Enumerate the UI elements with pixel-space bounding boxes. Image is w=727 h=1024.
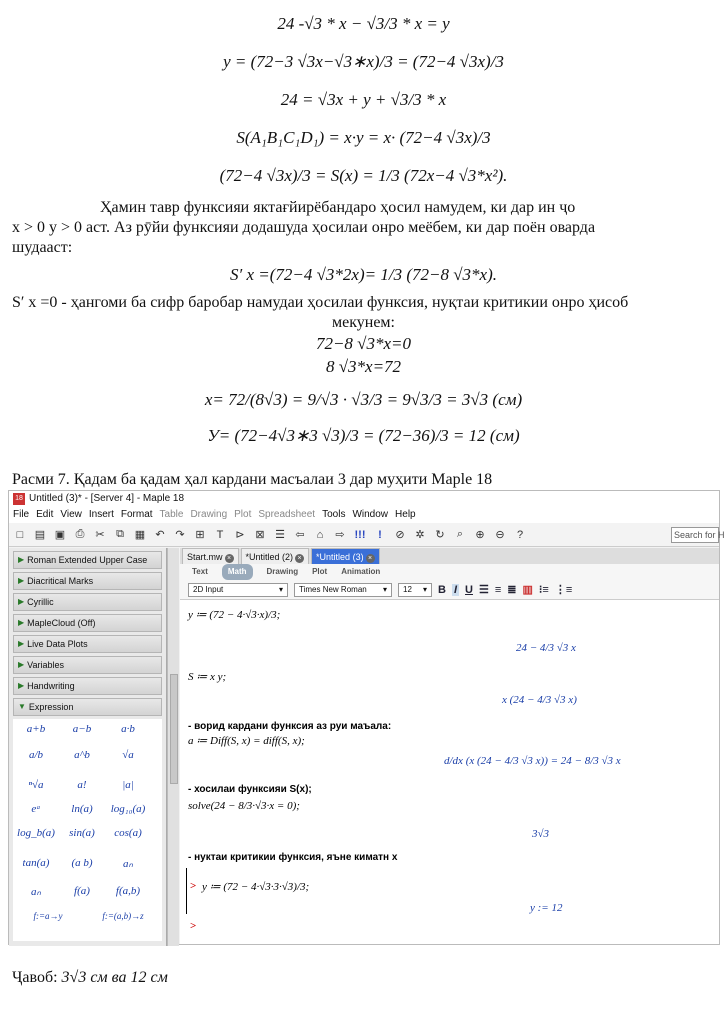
tab-label: Start.mw: [187, 552, 223, 562]
palette-diacritical[interactable]: [13, 572, 162, 590]
font-name-value: Times New Roman: [299, 584, 367, 594]
collapse-triangle-icon: ▼: [18, 702, 26, 711]
text-icon[interactable]: T: [216, 528, 224, 541]
palette-label: Expression: [28, 702, 74, 712]
answer-value: 3√3 см ва 12 см: [61, 969, 168, 986]
search-input[interactable]: Search for H: [671, 527, 719, 543]
expand-triangle-icon: ▶: [18, 639, 25, 648]
scrollbar-thumb[interactable]: [170, 674, 178, 784]
expr-binomial[interactable]: (a b): [71, 857, 93, 869]
debug-icon[interactable]: ✲: [415, 529, 425, 541]
execute-all-icon[interactable]: !!!: [354, 528, 366, 541]
equation-2: y = (72−3 √3x−√3∗x)/3 = (72−4 √3x)/3: [223, 52, 504, 71]
expr-nth-root[interactable]: ⁿ√a: [28, 779, 44, 791]
expr-abs[interactable]: |a|: [122, 779, 134, 791]
close-icon[interactable]: ×: [295, 554, 304, 563]
equation-6: S′ x =(72−4 √3*2x)= 1/3 (72−8 √3*x).: [229, 265, 498, 284]
expr-log10[interactable]: log₁₀(a): [110, 803, 146, 815]
menu-spreadsheet[interactable]: Spreadsheet: [258, 509, 316, 520]
menu-insert[interactable]: Insert: [88, 509, 114, 520]
numbered-list-icon[interactable]: ⋮≡: [554, 584, 573, 596]
execution-group-bracket: [186, 868, 187, 914]
output-1: 24 − 4/3 √3 x: [516, 642, 576, 654]
expr-tan[interactable]: tan(a): [22, 857, 50, 869]
paragraph-1-line-2: x > 0 y > 0 аст. Аз рӯйи функсияи додашуда ҳосилаи онро меёбем, ки дар поён оварда: [12, 219, 596, 236]
expr-subscript[interactable]: aₙ: [123, 858, 133, 870]
execute-icon[interactable]: !: [378, 528, 382, 541]
expr-ln[interactable]: ln(a): [71, 803, 93, 815]
menu-table[interactable]: Table: [159, 509, 184, 520]
zoom-in-icon[interactable]: ⊕: [475, 529, 485, 541]
tab-label: *Untitled (2): [245, 552, 294, 562]
document-tabs: [180, 548, 719, 564]
prompt-1: >: [190, 880, 197, 892]
output-3: d/dx (x (24 − 4/3 √3 x)) = 24 − 8/3 √3 x: [444, 755, 621, 767]
mode-math[interactable]: Math: [222, 564, 253, 580]
stop-icon[interactable]: ⊘: [395, 529, 405, 541]
chevron-down-icon: ▾: [382, 584, 387, 594]
new-document-icon[interactable]: □: [16, 528, 24, 541]
open-icon[interactable]: ▤: [34, 529, 46, 541]
help-icon[interactable]: ?: [516, 528, 524, 541]
expr-power[interactable]: a^b: [74, 749, 90, 761]
worksheet[interactable]: [180, 600, 719, 944]
expand-triangle-icon: ▶: [18, 681, 25, 690]
mode-plot[interactable]: Plot: [312, 567, 328, 576]
expr-exp[interactable]: eᵃ: [31, 803, 41, 815]
execution-group-icon[interactable]: ⊞: [195, 529, 205, 541]
input-line-4[interactable]: solve(24 − 8/3·√3·x = 0);: [188, 800, 300, 812]
maple-window: [8, 490, 725, 945]
input-mode-value: 2D Input: [193, 584, 224, 594]
palette-label: Roman Extended Upper Case: [27, 555, 148, 565]
bullet-list-icon[interactable]: ⁝≡: [538, 584, 549, 596]
paragraph-2-line-1: S′ x =0 - ҳангоми ба сифр баробар намудаи ҳосилаи функсия, нуқтаи критикии онро ҳисоб: [12, 294, 629, 311]
expr-sin[interactable]: sin(a): [69, 827, 95, 839]
palette-label: MapleCloud (Off): [27, 618, 96, 628]
cut-icon[interactable]: ✂: [95, 529, 105, 541]
tab-start[interactable]: [182, 548, 239, 564]
palette-label: Handwriting: [27, 681, 75, 691]
menu-bar: [9, 507, 719, 523]
equation-8: 8 √3*x=72: [325, 357, 402, 376]
print-icon[interactable]: ⎙: [75, 528, 85, 540]
back-icon[interactable]: ⇦: [295, 529, 305, 541]
palette-cyrillic[interactable]: [13, 593, 162, 611]
equation-10: У= (72−4√3∗3 √3)/3 = (72−36)/3 = 12 (см): [207, 426, 520, 445]
font-size-value: 12: [403, 584, 412, 594]
input-line-2[interactable]: S ≔ x y;: [188, 671, 227, 683]
palette-live-data-plots[interactable]: [13, 635, 162, 653]
equation-9: x= 72/(8√3) = 9/√3 · √3/3 = 9√3/3 = 3√3 (см): [204, 390, 523, 409]
close-icon[interactable]: ×: [366, 554, 375, 563]
expression-palette-grid: [13, 719, 162, 941]
menu-tools[interactable]: Tools: [322, 509, 346, 520]
menu-file[interactable]: File: [13, 509, 30, 520]
chevron-down-icon: ▾: [422, 584, 427, 594]
bold-icon[interactable]: B: [438, 583, 446, 596]
menu-help[interactable]: Help: [395, 509, 416, 520]
palette-panel: [9, 548, 167, 946]
palette-scrollbar[interactable]: [167, 548, 179, 946]
copy-icon[interactable]: ⧉: [116, 528, 124, 540]
undo-icon[interactable]: ↶: [155, 529, 165, 541]
font-name-select[interactable]: [294, 583, 392, 597]
redo-icon[interactable]: ↷: [175, 529, 185, 541]
expand-triangle-icon: ▶: [18, 576, 25, 585]
maple-logo-icon: 18: [13, 493, 25, 505]
mode-animation[interactable]: Animation: [341, 567, 381, 576]
zoom-out-icon[interactable]: ⊖: [495, 529, 505, 541]
answer-label: Ҷавоб:: [12, 969, 58, 986]
expr-fraction[interactable]: a/b: [28, 749, 44, 761]
comment-3: - нуктаи критикии функсия, яъне киматн х: [188, 852, 398, 863]
figure-caption: Расми 7. Қадам ба қадам ҳал кардани масъалаи 3 дар муҳити Maple 18: [12, 471, 493, 488]
comment-1: - ворид кардани функсия аз руи маъала:: [188, 721, 392, 732]
palette-variables[interactable]: [13, 656, 162, 674]
expr-arrow-1[interactable]: f:=a→y: [33, 911, 63, 921]
forward-icon[interactable]: ⇨: [335, 529, 345, 541]
expand-triangle-icon: ▶: [18, 597, 25, 606]
zoom-icon[interactable]: ⌕: [456, 528, 464, 540]
expand-triangle-icon: ▶: [18, 555, 25, 564]
mode-text[interactable]: Text: [192, 567, 208, 576]
mode-drawing[interactable]: Drawing: [266, 567, 299, 576]
toolbar: [9, 523, 725, 547]
answer: [12, 968, 168, 988]
palette-handwriting[interactable]: [13, 677, 162, 695]
color-icon[interactable]: ▥: [522, 584, 533, 596]
expr-subscript-2[interactable]: aₙ: [31, 886, 41, 898]
palette-expression[interactable]: [13, 698, 162, 716]
equation-7: 72−8 √3*x=0: [315, 334, 412, 353]
font-size-select[interactable]: [398, 583, 432, 597]
tab-untitled-2[interactable]: [241, 548, 310, 564]
tab-label: *Untitled (3): [316, 552, 364, 562]
paragraph-1-line-1: Ҳамин тавр функсияи яктағйирёбандаро ҳосил намудем, ки дар ин ҷо: [100, 199, 576, 216]
align-left-icon[interactable]: ☰: [478, 584, 489, 596]
expr-arrow-2[interactable]: f:=(a,b)→z: [102, 911, 144, 921]
expand-triangle-icon: ▶: [18, 660, 25, 669]
expr-logb[interactable]: log_b(a): [17, 827, 55, 839]
menu-view[interactable]: View: [60, 509, 82, 520]
output-5: y := 12: [530, 902, 563, 914]
document-area: [180, 548, 719, 944]
equation-4: S(A₁B₁C₁D₁) = x·y = x· (72−4 √3x)/3: [236, 128, 491, 147]
equation-3: 24 = √3x + y + √3/3 * x: [280, 90, 447, 109]
expr-a-minus-b[interactable]: a−b: [72, 723, 92, 735]
input-line-5[interactable]: y ≔ (72 − 4·√3·3·√3)/3;: [202, 881, 310, 893]
paste-icon[interactable]: ▦: [134, 529, 146, 541]
expand-triangle-icon: ▶: [18, 618, 25, 627]
align-center-icon[interactable]: ≡: [494, 583, 502, 596]
expr-sqrt[interactable]: √a: [122, 749, 134, 761]
menu-edit[interactable]: Edit: [36, 509, 54, 520]
window-title: Untitled (3)* - [Server 4] - Maple 18: [29, 493, 185, 504]
palette-label: Live Data Plots: [27, 639, 88, 649]
indent-icon[interactable]: ☰: [275, 529, 285, 541]
italic-icon[interactable]: I: [453, 583, 458, 596]
underline-icon[interactable]: U: [465, 583, 473, 596]
expr-function-1[interactable]: f(a): [74, 885, 90, 897]
equation-1: 24 -√3 * x − √3/3 * x = y: [277, 14, 450, 33]
palette-maplecloud[interactable]: [13, 614, 162, 632]
title-bar: [9, 491, 719, 507]
prompt-2: >: [190, 920, 197, 932]
section-icon[interactable]: ⊠: [255, 529, 265, 541]
math-input-icon[interactable]: ⊳: [235, 529, 245, 541]
comment-2: - хосилаи функсияи S(x);: [188, 784, 312, 795]
palette-roman-extended[interactable]: [13, 551, 162, 569]
restart-icon[interactable]: ↻: [435, 529, 445, 541]
save-icon[interactable]: ▣: [54, 529, 66, 541]
paragraph-2-line-2: мекунем:: [331, 314, 395, 331]
equation-5: (72−4 √3x)/3 = S(x) = 1/3 (72x−4 √3*x²).: [219, 166, 508, 185]
input-line-3[interactable]: a ≔ Diff(S, x) = diff(S, x);: [188, 735, 305, 747]
input-mode-select[interactable]: [188, 583, 288, 597]
palette-label: Cyrillic: [27, 597, 54, 607]
mode-bar: [180, 564, 719, 580]
output-2: x (24 − 4/3 √3 x): [502, 694, 577, 706]
input-line-1[interactable]: y ≔ (72 − 4·√3·x)/3;: [188, 609, 281, 621]
tab-untitled-3[interactable]: [311, 548, 380, 564]
format-bar: [180, 580, 719, 600]
expr-a-plus-b[interactable]: a+b: [26, 723, 46, 735]
paragraph-1-line-3: шудааст:: [12, 239, 73, 256]
expr-cos[interactable]: cos(a): [114, 827, 142, 839]
chevron-down-icon: ▾: [278, 584, 283, 594]
menu-format[interactable]: Format: [120, 509, 153, 520]
palette-label: Diacritical Marks: [27, 576, 94, 586]
menu-drawing[interactable]: Drawing: [190, 509, 228, 520]
home-icon[interactable]: ⌂: [316, 528, 324, 541]
palette-label: Variables: [27, 660, 65, 670]
output-4: 3√3: [532, 828, 550, 840]
expr-a-times-b[interactable]: a·b: [121, 723, 135, 735]
align-right-icon[interactable]: ≣: [507, 584, 517, 596]
close-icon[interactable]: ×: [225, 554, 234, 563]
menu-window[interactable]: Window: [352, 509, 389, 520]
expr-function-2[interactable]: f(a,b): [115, 885, 141, 897]
expr-factorial[interactable]: a!: [77, 779, 87, 791]
menu-plot[interactable]: Plot: [234, 509, 252, 520]
